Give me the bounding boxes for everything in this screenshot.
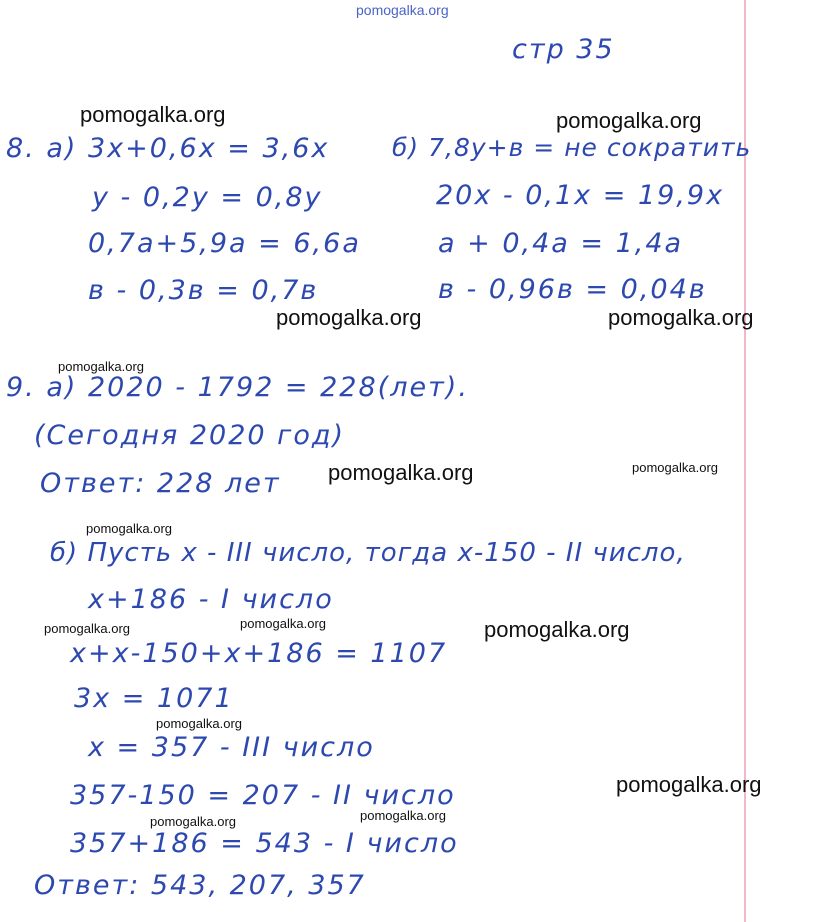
task9-b-line1: б) Пусть x - III число, тогда x-150 - II число,: [50, 538, 686, 568]
watermark: pomogalka.org: [240, 616, 326, 631]
watermark: pomogalka.org: [484, 617, 630, 642]
watermark: pomogalka.org: [80, 102, 226, 127]
watermark: pomogalka.org: [360, 808, 446, 823]
task8-b-line4: в - 0,96в = 0,04в: [438, 274, 707, 305]
task9-b-line4: 3x = 1071: [74, 683, 234, 714]
task9-a-answer: Ответ: 228 лет: [40, 468, 281, 499]
task8-a-line2: y - 0,2y = 0,8y: [92, 182, 323, 213]
watermark: pomogalka.org: [150, 814, 236, 829]
watermark: pomogalka.org: [556, 108, 702, 133]
watermark: pomogalka.org: [156, 716, 242, 731]
task9-b-line5: x = 357 - III число: [88, 732, 375, 763]
watermark: pomogalka.org: [632, 460, 718, 475]
site-header: pomogalka.org: [356, 2, 449, 18]
task9-b-line7: 357+186 = 543 - I число: [70, 828, 459, 859]
task8-b-line1: б) 7,8y+в = не сократить: [392, 133, 752, 162]
watermark: pomogalka.org: [608, 305, 754, 330]
watermark: pomogalka.org: [276, 305, 422, 330]
task8-b-line3: a + 0,4a = 1,4a: [438, 228, 684, 259]
task9-b-answer: Ответ: 543, 207, 357: [34, 870, 366, 901]
watermark: pomogalka.org: [44, 621, 130, 636]
task8-b-line2: 20x - 0,1x = 19,9x: [436, 180, 725, 211]
watermark: pomogalka.org: [58, 359, 144, 374]
watermark: pomogalka.org: [328, 460, 474, 485]
task9-a-line2: (Сегодня 2020 год): [34, 420, 346, 451]
task9-b-line6: 357-150 = 207 - II число: [70, 780, 456, 811]
task8-a-line3: 0,7a+5,9a = 6,6a: [88, 228, 361, 259]
task8-a-line1: 8. а) 3x+0,6x = 3,6x: [6, 133, 330, 164]
watermark: pomogalka.org: [616, 772, 762, 797]
task9-b-line3: x+x-150+x+186 = 1107: [70, 638, 448, 669]
task8-a-line4: в - 0,3в = 0,7в: [88, 275, 319, 306]
task9-b-line2: x+186 - I число: [88, 584, 334, 615]
task9-a-line1: 9. а) 2020 - 1792 = 228(лет).: [6, 372, 469, 403]
watermark: pomogalka.org: [86, 521, 172, 536]
page-label: стр 35: [512, 34, 615, 65]
